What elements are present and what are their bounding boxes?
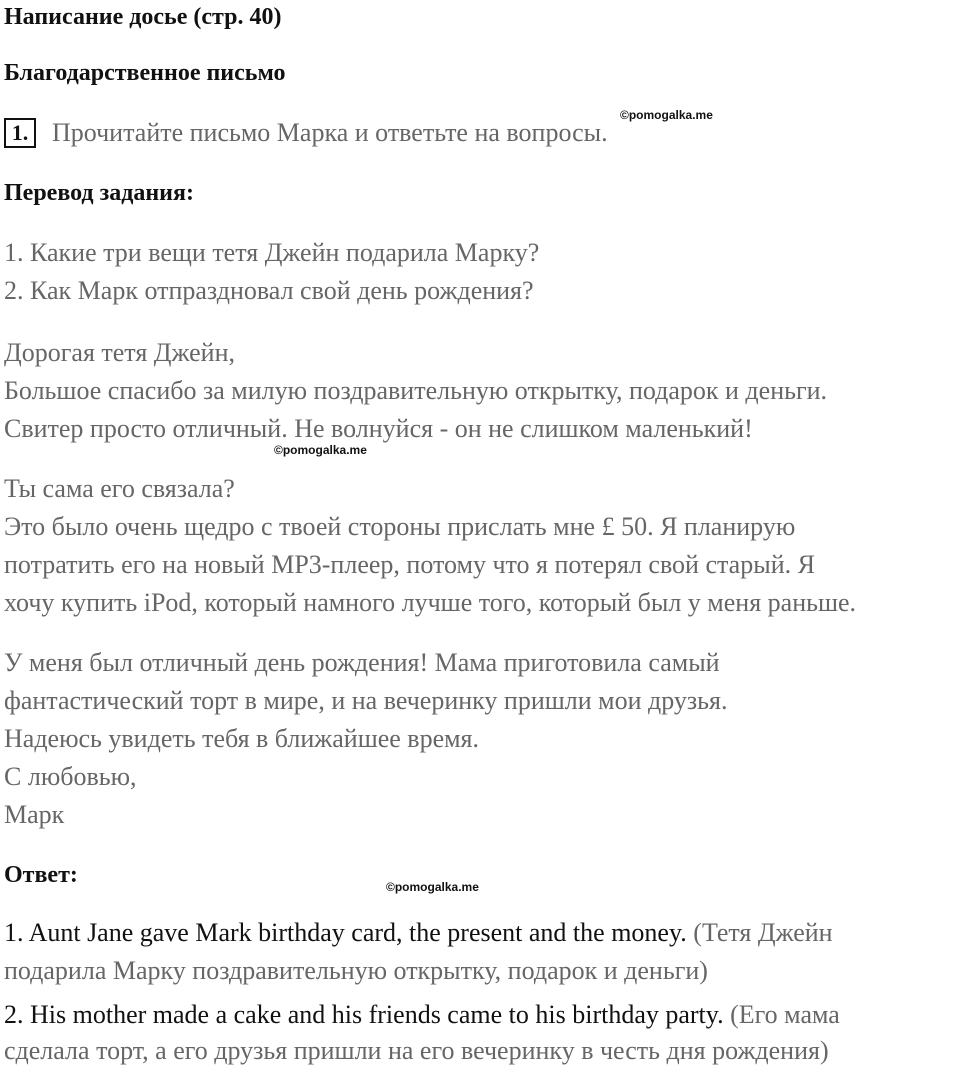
task-number-box: 1. [4,118,36,148]
letter-line: хочу купить iPod, который намного лучше того, который был у меня раньше. [4,588,857,617]
watermark: ©pomogalka.me [620,108,713,122]
letter-signature: Марк [4,800,65,829]
answer-translation: сделала торт, а его друзья пришли на его вечеринку в честь дня рождения) [4,1036,829,1065]
letter-line: потратить его на новый MP3-плеер, потому что я потерял свой старый. Я [4,550,815,579]
translation-heading: Перевод задания: [4,180,194,206]
answer-item [4,1000,840,1030]
letter-line: У меня был отличный день рождения! Мама приготовила самый [4,648,720,677]
page-title: Написание досье (стр. 40) [4,4,282,30]
answer-translation-line [4,956,708,986]
letter-line: Надеюсь увидеть тебя в ближайшее время. [4,724,480,753]
answer-english: 1. Aunt Jane gave Mark birthday card, the present and the money. [4,918,687,947]
answer-item [4,918,833,948]
letter-line: Большое спасибо за милую поздравительную открытку, подарок и деньги. [4,376,828,405]
letter-line: Это было очень щедро с твоей стороны прислать мне £ 50. Я планирую [4,512,796,541]
letter-line: Свитер просто отличный. Не волнуйся - он не слишком маленький! [4,414,753,443]
watermark: ©pomogalka.me [274,443,367,457]
letter-line: Ты сама его связала? [4,474,235,503]
section-subtitle: Благодарственное письмо [4,60,286,86]
letter-line: С любовью, [4,762,137,791]
answer-english: 2. His mother made a cake and his friends came to his birthday party. [4,1000,724,1029]
watermark: ©pomogalka.me [386,880,479,894]
question-item: 1. Какие три вещи тетя Джейн подарила Марку? [4,238,540,267]
answer-translation-line [4,1036,829,1066]
answer-translation: подарила Марку поздравительную открытку, подарок и деньги) [4,956,708,985]
answer-translation: (Тетя Джейн [693,918,833,947]
letter-line: Дорогая тетя Джейн, [4,338,236,367]
answer-heading: Ответ: [4,862,78,888]
answer-translation: (Его мама [730,1000,840,1029]
letter-line: фантастический торт в мире, и на вечеринку пришли мои друзья. [4,686,728,715]
question-item: 2. Как Марк отпраздновал свой день рождения? [4,276,534,305]
task-text: Прочитайте письмо Марка и ответьте на вопросы. [52,118,608,147]
